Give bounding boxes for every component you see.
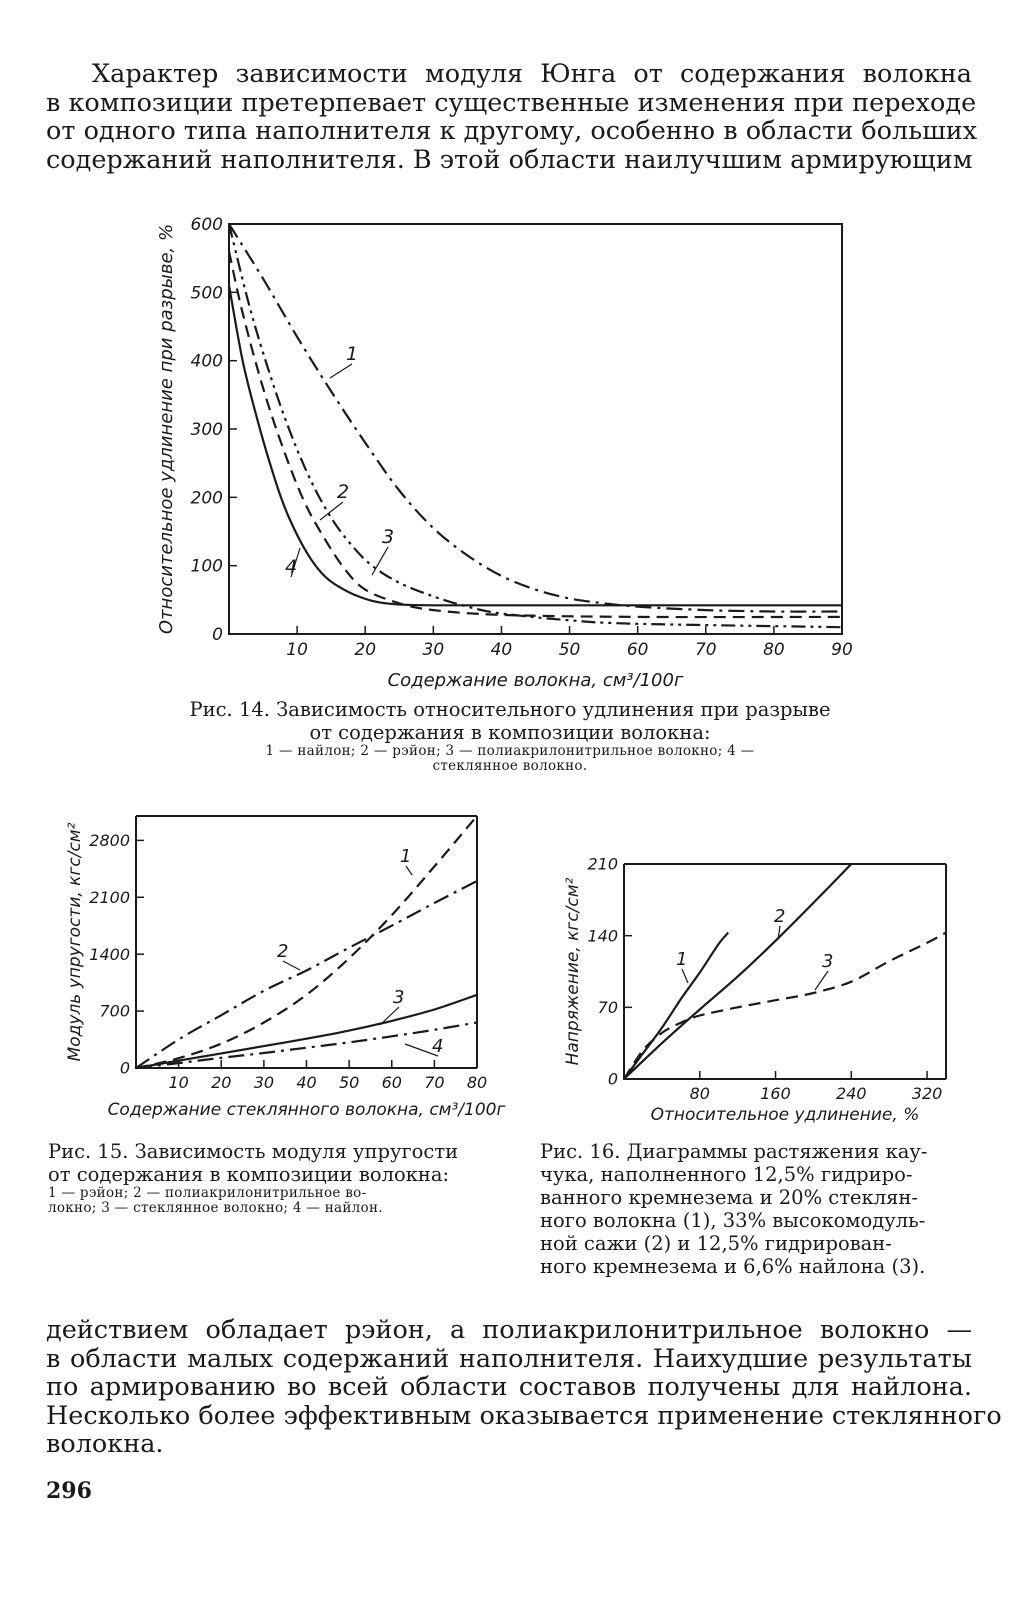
caption-title: Рис. 14. Зависимость относительного удлинения при разрыве [189,698,831,721]
x-tick-label: 320 [911,1084,943,1103]
text-line: Характер зависимости модуля Юнга от содержания волокна [92,59,972,89]
y-tick-label: 500 [190,283,223,304]
text-line: по армированию во всей области составов получены для найлона. [46,1372,972,1403]
x-tick-label: 80 [689,1084,710,1103]
y-tick-label: 2800 [89,830,130,850]
caption-line: ванного кремнезема и 20% стеклян- [540,1186,919,1209]
series-line-2 [624,864,851,1079]
caption-legend: 1 — рэйон; 2 — полиакрилонитрильное во- [48,1185,367,1201]
series-label-leader [815,971,828,990]
series-label: 3 [393,987,405,1008]
caption-legend: стеклянное волокно. [432,758,588,774]
caption-title: от содержания в композиции волокна: [48,1163,450,1186]
text-line: от одного типа наполнителя к другому, особенно в области больших [46,116,978,147]
x-tick-label: 40 [490,640,513,660]
series-label: 1 [400,846,412,867]
y-axis-label: Напряжение, кгс/см² [563,877,583,1066]
series-label: 3 [822,951,834,972]
y-tick-label: 70 [597,997,618,1017]
text-line: в композиции претерпевает существенные изменения при переходе [46,87,977,118]
y-axis-label: Модуль упругости, кгс/см² [65,822,85,1062]
x-axis-label: Содержание волокна, см³/100г [387,670,684,691]
y-tick-label: 1400 [89,944,130,964]
y-tick-label: 140 [587,926,618,946]
series-label: 2 [774,906,786,927]
series-label: 1 [676,949,688,970]
x-tick-label: 90 [831,640,853,660]
y-tick-label: 400 [190,351,223,372]
caption-line: ного волокна (1), 33% высокомодуль- [540,1209,926,1232]
caption-title: Рис. 15. Зависимость модуля упругости [48,1140,459,1163]
x-tick-label: 20 [354,640,377,660]
axes [624,864,946,1079]
x-tick-label: 30 [253,1073,275,1092]
y-tick-label: 0 [212,624,223,645]
figure-16-caption [540,1140,970,1278]
text-line: в области малых содержаний наполнителя. Наихудшие результаты [46,1343,972,1374]
y-tick-label: 300 [190,419,223,440]
x-tick-label: 50 [558,640,581,660]
x-axis-label: Содержание стеклянного волокна, см³/100г [107,1100,506,1120]
text-line: содержаний наполнителя. В этой области наилучшим армирующим [46,144,973,175]
x-tick-label: 60 [381,1073,402,1092]
x-tick-label: 10 [286,640,308,660]
caption-line: ного кремнезема и 6,6% найлона (3). [540,1255,926,1278]
series-label: 2 [337,481,350,503]
y-tick-label: 200 [190,488,223,509]
x-tick-label: 70 [694,640,717,660]
x-tick-label: 10 [168,1073,189,1092]
x-tick-label: 20 [211,1073,232,1092]
x-tick-label: 60 [626,640,649,660]
x-tick-label: 40 [296,1073,317,1092]
x-tick-label: 160 [760,1084,791,1103]
series-line-3 [624,933,946,1079]
x-tick-label: 80 [466,1073,488,1092]
y-tick-label: 0 [607,1069,618,1089]
paragraph-bottom [46,1315,1002,1460]
series-label: 4 [285,556,298,578]
y-tick-label: 210 [587,854,618,874]
figure-15-caption [48,1140,508,1216]
text-line: волокна. [46,1429,164,1460]
x-tick-label: 80 [763,640,785,660]
x-tick-label: 50 [338,1073,360,1092]
caption-legend: локно; 3 — стеклянное волокно; 4 — найлон. [48,1200,383,1216]
series-label: 3 [382,526,395,548]
series-label: 2 [277,941,289,962]
series-label: 4 [432,1036,444,1057]
x-tick-label: 70 [424,1073,445,1092]
caption-title: от содержания в композиции волокна: [309,721,711,744]
x-tick-label: 240 [836,1084,867,1103]
page-number: 296 [46,1478,92,1504]
y-tick-label: 700 [99,1001,130,1021]
y-tick-label: 100 [190,556,223,577]
y-tick-label: 600 [190,214,223,235]
text-line: действием обладает рэйон, а полиакрилонитрильное волокно — [46,1315,972,1345]
caption-line: чука, наполненного 12,5% гидриро- [540,1163,913,1186]
series-label-leader [682,969,688,983]
y-tick-label: 0 [119,1058,130,1078]
y-axis-label: Относительное удлинение при разрыве, % [156,223,177,635]
x-tick-label: 30 [422,640,445,660]
caption-line: ной сажи (2) и 12,5% гидрирован- [540,1232,892,1255]
series-label: 1 [346,343,359,365]
caption-line: Рис. 16. Диаграммы растяжения кау- [540,1140,928,1163]
text-line: Несколько более эффективным оказывается применение стеклянного [46,1400,1002,1431]
x-axis-label: Относительное удлинение, % [650,1105,920,1125]
y-tick-label: 2100 [89,887,130,907]
caption-legend: 1 — найлон; 2 — рэйон; 3 — полиакрилонитрильное волокно; 4 — [265,743,755,759]
